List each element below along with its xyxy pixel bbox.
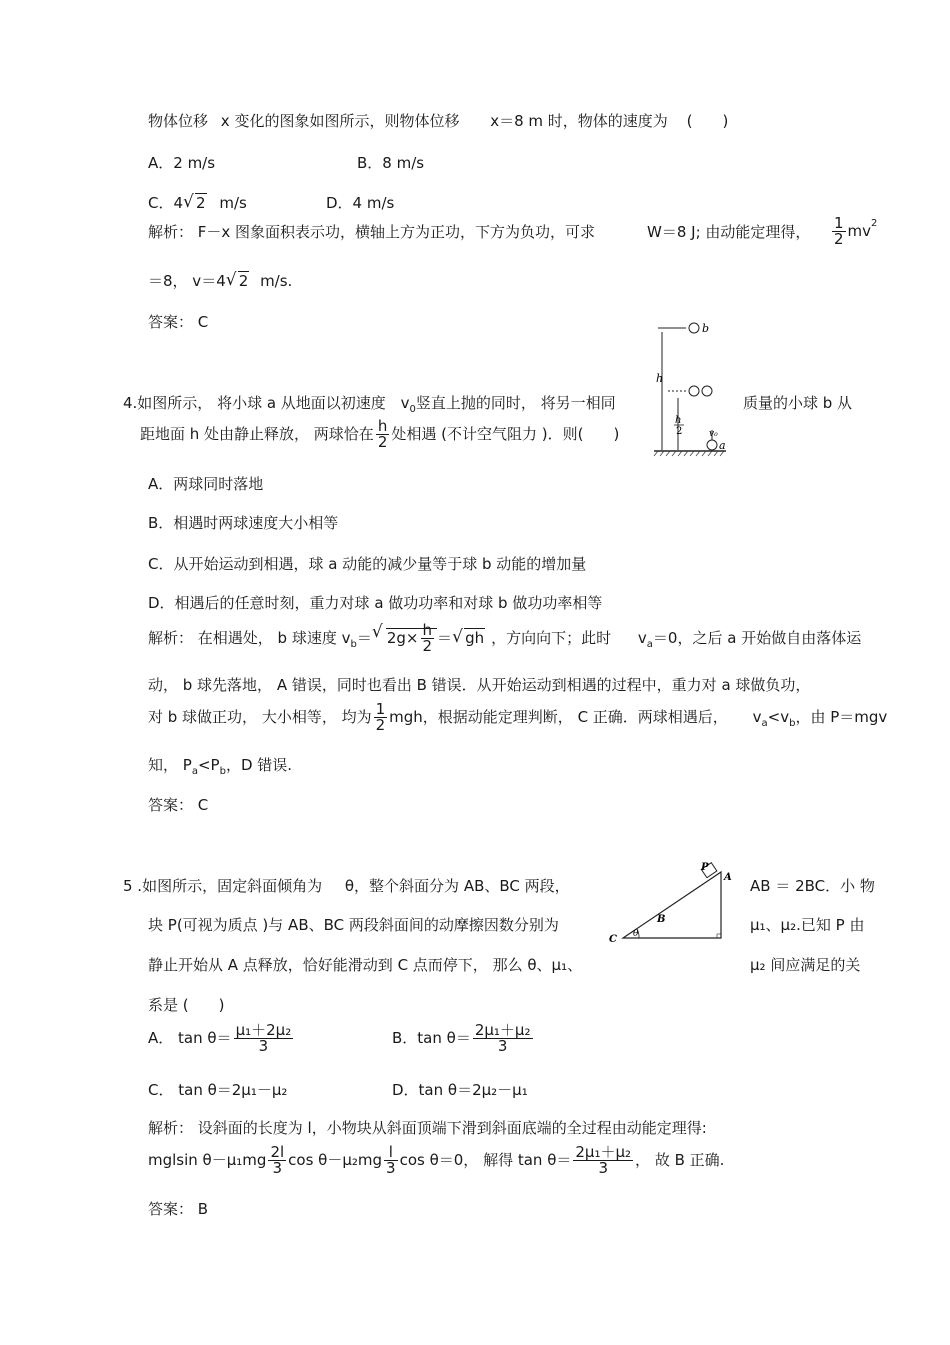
q5-figure-label-p: P (701, 862, 709, 873)
ball-meet-2-icon (702, 386, 712, 396)
q5-figure-label-c: C (609, 934, 617, 945)
q4-figure-label-h2d: 2 (676, 426, 683, 437)
q3-analysis-formula: $\frac{1}{2}$ $mv^2$ (834, 214, 878, 248)
q4-figure (650, 318, 730, 458)
q4-analysis-line1: 解析： 在相遇处， b 球速度 $v_b=√$ 2g× $\frac{h}{2}$ ＝√ gh ，方向向下；此时 $v_a=0$，之后 a 开始做自由落体运 (148, 623, 861, 655)
q5-stem-line2: 块 P(可视为质点 )与 AB、BC 两段斜面间的动摩擦因数分别为 (148, 916, 559, 934)
q5-stem-line1: 5 .如图所示，固定斜面倾角为 θ，整个斜面分为 AB、BC 两段， (123, 877, 570, 895)
q5-figure-label-a: A (724, 872, 732, 883)
q4-option-b: B．相遇时两球速度大小相等 (148, 514, 339, 532)
q4-figure-label-h: h (656, 372, 664, 385)
q4-figure-label-a: a (719, 439, 726, 452)
q4-option-d: D．相遇后的任意时刻，重力对球 a 做功功率和对球 b 做功功率相等 (148, 594, 603, 612)
ball-b-icon (689, 323, 699, 333)
q4-analysis-line4: 知， $P_a<P_b$，D 错误. (148, 756, 293, 777)
q5-stem-line1-right: AB ＝ 2BC．小 物 (750, 877, 875, 895)
q4-stem-line2: 距地面 h 处由静止释放， 两球恰在 $\frac{h}{2}$ 处相遇 (不计空气阻力 )．则( ) (140, 417, 620, 451)
q4-stem-line1-right: 质量的小球 b 从 (743, 394, 853, 412)
q5-figure-label-theta: θ (633, 929, 639, 939)
q4-option-c: C．从开始运动到相遇，球 a 动能的减少量等于球 b 动能的增加量 (148, 555, 587, 573)
q3-option-b: B．8 m/s (357, 154, 425, 172)
q5-option-a: A． tan θ＝ $\frac{\text{μ₁＋2μ₂}}{3}$ (148, 1021, 292, 1055)
q5-answer: 答案： B (148, 1200, 209, 1218)
q4-figure-label-b: b (702, 322, 710, 335)
q5-option-c: C． tan θ＝2μ₁－μ₂ (148, 1081, 288, 1099)
q4-analysis-line3: 对 b 球做正功， 大小相等， 均为 $\frac{1}{2}$ mgh，根据动能定理判断， C 正确．两球相遇后， $v_a<v_b$，由 P＝mgv (148, 700, 888, 734)
q4-figure-label-h2n: h (675, 415, 682, 426)
q4-answer: 答案： C (148, 796, 209, 814)
q5-analysis-line2: mglsin θ－μ₁mg $\frac{2l}{3}$ cos θ－μ₂mg $\frac{l}{3}$ cos θ＝0， 解得 tan θ＝ $\frac{\text{2μ₁＋μ₂}}{3}$ ， 故 B 正确. (148, 1143, 725, 1177)
q3-option-c: C．4√ 2 m/s (148, 193, 247, 213)
q5-stem-line4: 系是 ( ) (148, 996, 225, 1014)
q4-figure-label-v0: v₀ (709, 429, 718, 439)
q5-stem-line2-right: μ₁、μ₂.已知 P 由 (750, 916, 865, 934)
q5-stem-line3: 静止开始从 A 点释放，恰好能滑动到 C 点而停下， 那么 θ、μ₁、 (148, 956, 583, 974)
q3-analysis-line1: 解析： F－x 图象面积表示功，横轴上方为正功，下方为负功，可求 (148, 223, 596, 241)
q5-option-b: B．tan θ＝ $\frac{\text{2μ₁＋μ₂}}{3}$ (392, 1021, 531, 1055)
q4-stem-line1: 4.如图所示， 将小球 a 从地面以初速度 $v_0$竖直上抛的同时， 将另一相同 (123, 394, 616, 415)
q5-analysis-line1: 解析： 设斜面的长度为 l，小物块从斜面顶端下滑到斜面底端的全过程由动能定理得: (148, 1119, 707, 1137)
q3-option-d: D．4 m/s (326, 194, 395, 212)
q3-analysis-line1b: W＝8 J; 由动能定理得， (647, 223, 811, 241)
ball-a-icon (707, 440, 717, 450)
ball-meet-1-icon (689, 386, 699, 396)
q3-analysis-line2: ＝8， v＝4√ 2 m/s. (148, 271, 292, 291)
q4-analysis-line2: 动， b 球先落地， A 错误，同时也看出 B 错误．从开始运动到相遇的过程中，重力对 a 球做负功， (148, 676, 811, 694)
q3-option-a: A．2 m/s (148, 154, 216, 172)
q5-incline-figure (603, 858, 743, 946)
q3-answer: 答案： C (148, 313, 209, 331)
q4-option-a: A．两球同时落地 (148, 475, 264, 493)
q5-option-d: D．tan θ＝2μ₂－μ₁ (392, 1081, 528, 1099)
q5-figure-label-b: B (657, 914, 666, 925)
q3-stem: 物体位移 x 变化的图象如图所示，则物体位移 x＝8 m 时，物体的速度为 ( ) (148, 112, 729, 130)
q5-stem-line3-right: μ₂ 间应满足的关 (750, 956, 861, 974)
